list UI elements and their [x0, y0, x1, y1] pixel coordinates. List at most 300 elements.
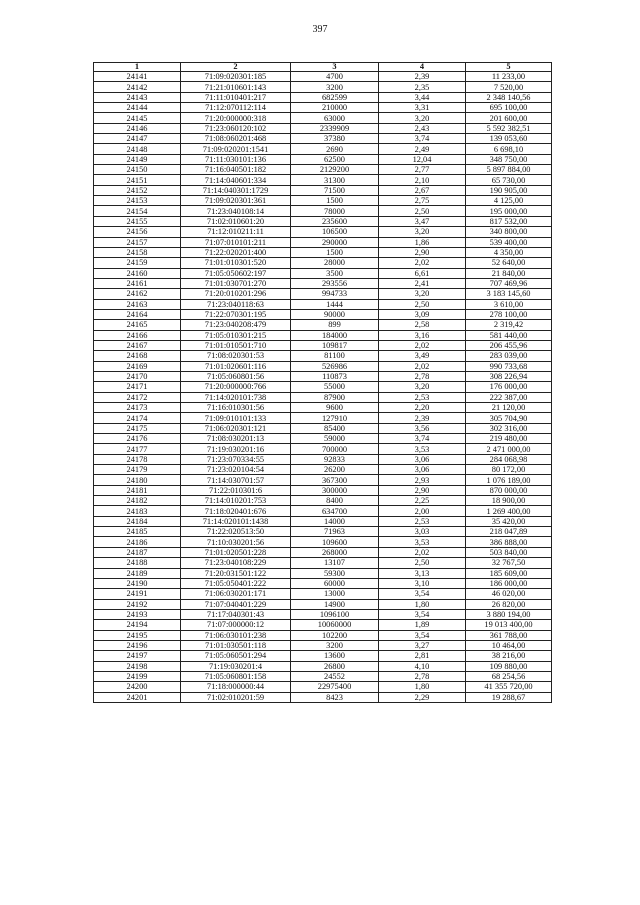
- area-value: 92833: [291, 454, 379, 464]
- rate-value: 2,02: [379, 340, 466, 350]
- cadastral-value: 817 532,00: [466, 216, 552, 226]
- row-number: 24158: [94, 247, 181, 257]
- table-row: [94, 247, 552, 257]
- cadastral-number: 71:06:030201:171: [181, 589, 291, 599]
- cadastral-value: 21 120,00: [466, 403, 552, 413]
- row-number: 24153: [94, 196, 181, 206]
- row-number: 24156: [94, 227, 181, 237]
- cadastral-number: 71:16:010301:56: [181, 403, 291, 413]
- rate-value: 1,80: [379, 599, 466, 609]
- rate-value: 3,54: [379, 609, 466, 619]
- cadastral-value: 340 800,00: [466, 227, 552, 237]
- row-number: 24201: [94, 692, 181, 702]
- cadastral-value: 201 600,00: [466, 113, 552, 123]
- area-value: 13000: [291, 589, 379, 599]
- rate-value: 2,43: [379, 123, 466, 133]
- row-number: 24188: [94, 558, 181, 568]
- area-value: 102200: [291, 630, 379, 640]
- rate-value: 2,10: [379, 175, 466, 185]
- rate-value: 2,00: [379, 506, 466, 516]
- cadastral-number: 71:22:010301:6: [181, 485, 291, 495]
- rate-value: 3,13: [379, 568, 466, 578]
- table-row: [94, 113, 552, 123]
- row-number: 24168: [94, 351, 181, 361]
- rate-value: 3,56: [379, 423, 466, 433]
- area-value: 9600: [291, 403, 379, 413]
- rate-value: 2,67: [379, 185, 466, 195]
- table-row: [94, 371, 552, 381]
- row-number: 24194: [94, 620, 181, 630]
- cadastral-number: 71:23:070334:55: [181, 454, 291, 464]
- area-value: 14000: [291, 516, 379, 526]
- table-row: [94, 330, 552, 340]
- row-number: 24144: [94, 103, 181, 113]
- cadastral-value: 65 730,00: [466, 175, 552, 185]
- cadastral-value: 348 750,00: [466, 154, 552, 164]
- cadastral-value: 4 350,00: [466, 247, 552, 257]
- cadastral-value: 109 880,00: [466, 661, 552, 671]
- cadastral-number: 71:14:020101:738: [181, 392, 291, 402]
- area-value: 300000: [291, 485, 379, 495]
- row-number: 24199: [94, 671, 181, 681]
- area-value: 2690: [291, 144, 379, 154]
- cadastral-number: 71:14:030701:57: [181, 475, 291, 485]
- rate-value: 3,49: [379, 351, 466, 361]
- cadastral-number: 71:17:040301:43: [181, 609, 291, 619]
- column-header-2: 2: [181, 63, 291, 72]
- cadastral-number: 71:11:010401:217: [181, 92, 291, 102]
- row-number: 24154: [94, 206, 181, 216]
- row-number: 24187: [94, 547, 181, 557]
- cadastral-number: 71:06:030101:238: [181, 630, 291, 640]
- rate-value: 3,06: [379, 465, 466, 475]
- area-value: 8400: [291, 496, 379, 506]
- cadastral-value: 38 216,00: [466, 651, 552, 661]
- area-value: 3200: [291, 82, 379, 92]
- rate-value: 3,16: [379, 330, 466, 340]
- cadastral-number: 71:08:030201:13: [181, 434, 291, 444]
- area-value: 71500: [291, 185, 379, 195]
- rate-value: 3,20: [379, 289, 466, 299]
- rate-value: 2,50: [379, 206, 466, 216]
- cadastral-value: 19 013 400,00: [466, 620, 552, 630]
- cadastral-number: 71:14:010201:753: [181, 496, 291, 506]
- row-number: 24175: [94, 423, 181, 433]
- cadastral-value: 5 897 884,00: [466, 165, 552, 175]
- cadastral-value: 190 905,00: [466, 185, 552, 195]
- row-number: 24150: [94, 165, 181, 175]
- row-number: 24162: [94, 289, 181, 299]
- table-row: [94, 278, 552, 288]
- area-value: 210000: [291, 103, 379, 113]
- cadastral-value: 1 269 400,00: [466, 506, 552, 516]
- cadastral-number: 71:05:060501:294: [181, 651, 291, 661]
- table-row: [94, 454, 552, 464]
- table-row: [94, 175, 552, 185]
- cadastral-number: 71:14:040301:1729: [181, 185, 291, 195]
- area-value: 71963: [291, 527, 379, 537]
- cadastral-value: 139 053,60: [466, 134, 552, 144]
- cadastral-value: 5 592 382,51: [466, 123, 552, 133]
- area-value: 3200: [291, 640, 379, 650]
- table-row: [94, 351, 552, 361]
- rate-value: 12,04: [379, 154, 466, 164]
- rate-value: 3,06: [379, 454, 466, 464]
- row-number: 24141: [94, 72, 181, 82]
- area-value: 90000: [291, 309, 379, 319]
- page-number: 397: [312, 24, 328, 35]
- column-header-1: 1: [94, 63, 181, 72]
- area-value: 81100: [291, 351, 379, 361]
- row-number: 24189: [94, 568, 181, 578]
- row-number: 24185: [94, 527, 181, 537]
- rate-value: 1,86: [379, 237, 466, 247]
- rate-value: 2,02: [379, 361, 466, 371]
- cadastral-value: 19 288,67: [466, 692, 552, 702]
- table-row: [94, 340, 552, 350]
- area-value: 59300: [291, 568, 379, 578]
- cadastral-number: 71:01:020501:228: [181, 547, 291, 557]
- rate-value: 3,47: [379, 216, 466, 226]
- area-value: 87900: [291, 392, 379, 402]
- cadastral-value: 219 480,00: [466, 434, 552, 444]
- cadastral-number: 71:02:010601:20: [181, 216, 291, 226]
- row-number: 24169: [94, 361, 181, 371]
- cadastral-value: 3 183 145,60: [466, 289, 552, 299]
- rate-value: 2,53: [379, 516, 466, 526]
- cadastral-number: 71:20:000000:766: [181, 382, 291, 392]
- row-number: 24182: [94, 496, 181, 506]
- table-row: [94, 320, 552, 330]
- area-value: 10060000: [291, 620, 379, 630]
- cadastral-value: 41 355 720,00: [466, 682, 552, 692]
- rate-value: 3,31: [379, 103, 466, 113]
- row-number: 24160: [94, 268, 181, 278]
- cadastral-number: 71:09:020301:185: [181, 72, 291, 82]
- rate-value: 2,39: [379, 72, 466, 82]
- cadastral-number: 71:05:060801:56: [181, 371, 291, 381]
- table-row: [94, 485, 552, 495]
- area-value: 37380: [291, 134, 379, 144]
- table-row: [94, 609, 552, 619]
- row-number: 24163: [94, 299, 181, 309]
- table-row: [94, 620, 552, 630]
- table-row: [94, 671, 552, 681]
- cadastral-value: 870 000,00: [466, 485, 552, 495]
- cadastral-value: 6 698,10: [466, 144, 552, 154]
- table-row: [94, 72, 552, 82]
- cadastral-number: 71:23:040118:63: [181, 299, 291, 309]
- table-row: [94, 661, 552, 671]
- cadastral-number: 71:11:030101:136: [181, 154, 291, 164]
- cadastral-value: 2 348 140,56: [466, 92, 552, 102]
- area-value: 22975400: [291, 682, 379, 692]
- row-number: 24177: [94, 444, 181, 454]
- table-row: [94, 465, 552, 475]
- row-number: 24145: [94, 113, 181, 123]
- cadastral-number: 71:07:040401:229: [181, 599, 291, 609]
- area-value: 899: [291, 320, 379, 330]
- cadastral-value: 283 039,00: [466, 351, 552, 361]
- area-value: 60000: [291, 578, 379, 588]
- area-value: 28000: [291, 258, 379, 268]
- column-header-5: 5: [466, 63, 552, 72]
- row-number: 24161: [94, 278, 181, 288]
- rate-value: 2,50: [379, 558, 466, 568]
- rate-value: 2,75: [379, 196, 466, 206]
- cadastral-number: 71:23:020104:54: [181, 465, 291, 475]
- rate-value: 2,25: [379, 496, 466, 506]
- cadastral-number: 71:01:010301:520: [181, 258, 291, 268]
- table-row: [94, 289, 552, 299]
- area-value: 2339909: [291, 123, 379, 133]
- table-row: [94, 496, 552, 506]
- cadastral-number: 71:20:010201:296: [181, 289, 291, 299]
- rate-value: 2,49: [379, 144, 466, 154]
- cadastral-number: 71:12:070112:114: [181, 103, 291, 113]
- rate-value: 4,10: [379, 661, 466, 671]
- cadastral-value: 302 316,00: [466, 423, 552, 433]
- area-value: 293556: [291, 278, 379, 288]
- area-value: 235600: [291, 216, 379, 226]
- area-value: 13600: [291, 651, 379, 661]
- cadastral-number: 71:01:010501:710: [181, 340, 291, 350]
- rate-value: 3,10: [379, 578, 466, 588]
- cadastral-number: 71:19:030201:4: [181, 661, 291, 671]
- table-row: [94, 413, 552, 423]
- table-row: [94, 258, 552, 268]
- rate-value: 2,58: [379, 320, 466, 330]
- table-row: [94, 434, 552, 444]
- area-value: 78000: [291, 206, 379, 216]
- row-number: 24196: [94, 640, 181, 650]
- area-value: 14900: [291, 599, 379, 609]
- area-value: 994733: [291, 289, 379, 299]
- area-value: 682599: [291, 92, 379, 102]
- column-header-4: 4: [379, 63, 466, 72]
- cadastral-value: 539 400,00: [466, 237, 552, 247]
- area-value: 290000: [291, 237, 379, 247]
- area-value: 59000: [291, 434, 379, 444]
- area-value: 700000: [291, 444, 379, 454]
- cadastral-value: 308 226,94: [466, 371, 552, 381]
- rate-value: 3,53: [379, 444, 466, 454]
- cadastral-value: 2 319,42: [466, 320, 552, 330]
- rate-value: 3,53: [379, 537, 466, 547]
- cadastral-value: 7 520,00: [466, 82, 552, 92]
- row-number: 24165: [94, 320, 181, 330]
- cadastral-number: 71:22:020513:50: [181, 527, 291, 537]
- cadastral-value: 206 455,96: [466, 340, 552, 350]
- cadastral-number: 71:19:030201:16: [181, 444, 291, 454]
- row-number: 24176: [94, 434, 181, 444]
- row-number: 24197: [94, 651, 181, 661]
- cadastral-number: 71:14:040601:334: [181, 175, 291, 185]
- table-row: [94, 196, 552, 206]
- cadastral-value: 990 733,68: [466, 361, 552, 371]
- cadastral-value: 11 233,00: [466, 72, 552, 82]
- area-value: 109817: [291, 340, 379, 350]
- cadastral-number: 71:01:020601:116: [181, 361, 291, 371]
- cadastral-number: 71:01:030501:118: [181, 640, 291, 650]
- rate-value: 3,44: [379, 92, 466, 102]
- row-number: 24142: [94, 82, 181, 92]
- cadastral-number: 71:08:020301:53: [181, 351, 291, 361]
- row-number: 24193: [94, 609, 181, 619]
- rate-value: 2,02: [379, 258, 466, 268]
- table-row: [94, 82, 552, 92]
- table-row: [94, 165, 552, 175]
- table-row: [94, 206, 552, 216]
- rate-value: 1,80: [379, 682, 466, 692]
- table-row: [94, 123, 552, 133]
- cadastral-value: 503 840,00: [466, 547, 552, 557]
- rate-value: 2,02: [379, 547, 466, 557]
- cadastral-value: 2 471 000,00: [466, 444, 552, 454]
- cadastral-value: 195 000,00: [466, 206, 552, 216]
- table-row: [94, 154, 552, 164]
- rate-value: 2,93: [379, 475, 466, 485]
- area-value: 1500: [291, 196, 379, 206]
- cadastral-number: 71:23:060120:102: [181, 123, 291, 133]
- table-row: [94, 268, 552, 278]
- rate-value: 2,29: [379, 692, 466, 702]
- row-number: 24159: [94, 258, 181, 268]
- table-row: [94, 599, 552, 609]
- table-row: [94, 589, 552, 599]
- rate-value: 2,78: [379, 371, 466, 381]
- cadastral-value: 581 440,00: [466, 330, 552, 340]
- rate-value: 2,90: [379, 247, 466, 257]
- rate-value: 2,41: [379, 278, 466, 288]
- area-value: 24552: [291, 671, 379, 681]
- row-number: 24173: [94, 403, 181, 413]
- rate-value: 2,90: [379, 485, 466, 495]
- rate-value: 3,54: [379, 589, 466, 599]
- row-number: 24184: [94, 516, 181, 526]
- cadastral-number: 71:05:060801:158: [181, 671, 291, 681]
- cadastral-value: 21 840,00: [466, 268, 552, 278]
- table-row: [94, 237, 552, 247]
- row-number: 24147: [94, 134, 181, 144]
- row-number: 24151: [94, 175, 181, 185]
- table-row: [94, 444, 552, 454]
- row-number: 24164: [94, 309, 181, 319]
- table-row: [94, 392, 552, 402]
- cadastral-number: 71:20:000000:318: [181, 113, 291, 123]
- cadastral-number: 71:09:020201:1541: [181, 144, 291, 154]
- table-row: [94, 382, 552, 392]
- rate-value: 3,20: [379, 227, 466, 237]
- table-row: [94, 527, 552, 537]
- row-number: 24198: [94, 661, 181, 671]
- table-row: [94, 309, 552, 319]
- cadastral-value: 218 047,89: [466, 527, 552, 537]
- table-row: [94, 578, 552, 588]
- cadastral-value: 707 469,96: [466, 278, 552, 288]
- area-value: 1500: [291, 247, 379, 257]
- row-number: 24146: [94, 123, 181, 133]
- cadastral-value: 18 900,00: [466, 496, 552, 506]
- cadastral-number: 71:01:030701:270: [181, 278, 291, 288]
- area-value: 13107: [291, 558, 379, 568]
- rate-value: 6,61: [379, 268, 466, 278]
- cadastral-number: 71:07:010101:211: [181, 237, 291, 247]
- row-number: 24148: [94, 144, 181, 154]
- cadastral-number: 71:22:070301:195: [181, 309, 291, 319]
- cadastral-number: 71:08:060201:468: [181, 134, 291, 144]
- row-number: 24191: [94, 589, 181, 599]
- area-value: 26200: [291, 465, 379, 475]
- area-value: 3500: [291, 268, 379, 278]
- rate-value: 3,74: [379, 434, 466, 444]
- table-row: [94, 134, 552, 144]
- cadastral-number: 71:20:031501:122: [181, 568, 291, 578]
- cadastral-number: 71:06:020301:121: [181, 423, 291, 433]
- area-value: 367300: [291, 475, 379, 485]
- row-number: 24167: [94, 340, 181, 350]
- area-value: 268000: [291, 547, 379, 557]
- row-number: 24192: [94, 599, 181, 609]
- cadastral-value: 68 254,56: [466, 671, 552, 681]
- area-value: 1444: [291, 299, 379, 309]
- table-row: [94, 475, 552, 485]
- area-value: 184000: [291, 330, 379, 340]
- area-value: 85400: [291, 423, 379, 433]
- area-value: 55000: [291, 382, 379, 392]
- area-value: 62500: [291, 154, 379, 164]
- table-row: [94, 403, 552, 413]
- cadastral-value: 695 100,00: [466, 103, 552, 113]
- table-row: [94, 227, 552, 237]
- cadastral-value: 3 610,00: [466, 299, 552, 309]
- rate-value: 2,39: [379, 413, 466, 423]
- cadastral-value-table: [93, 62, 552, 703]
- table-body: [94, 72, 552, 703]
- row-number: 24183: [94, 506, 181, 516]
- area-value: 634700: [291, 506, 379, 516]
- area-value: 63000: [291, 113, 379, 123]
- cadastral-value: 52 640,00: [466, 258, 552, 268]
- row-number: 24171: [94, 382, 181, 392]
- cadastral-number: 71:09:010101:133: [181, 413, 291, 423]
- rate-value: 2,35: [379, 82, 466, 92]
- cadastral-number: 71:18:020401:676: [181, 506, 291, 516]
- cadastral-value: 10 464,00: [466, 640, 552, 650]
- cadastral-number: 71:23:040108:229: [181, 558, 291, 568]
- table-row: [94, 640, 552, 650]
- table-row: [94, 423, 552, 433]
- rate-value: 2,20: [379, 403, 466, 413]
- row-number: 24186: [94, 537, 181, 547]
- cadastral-number: 71:22:020201:400: [181, 247, 291, 257]
- area-value: 526986: [291, 361, 379, 371]
- cadastral-number: 71:10:030201:56: [181, 537, 291, 547]
- rate-value: 2,81: [379, 651, 466, 661]
- cadastral-number: 71:05:050602:197: [181, 268, 291, 278]
- table-row: [94, 92, 552, 102]
- cadastral-number: 71:05:050401:222: [181, 578, 291, 588]
- cadastral-value: 3 880 194,00: [466, 609, 552, 619]
- cadastral-value: 305 704,90: [466, 413, 552, 423]
- rate-value: 2,78: [379, 671, 466, 681]
- cadastral-value: 222 387,00: [466, 392, 552, 402]
- rate-value: 3,20: [379, 113, 466, 123]
- area-value: 110873: [291, 371, 379, 381]
- table-row: [94, 630, 552, 640]
- table-row: [94, 299, 552, 309]
- table-row: [94, 558, 552, 568]
